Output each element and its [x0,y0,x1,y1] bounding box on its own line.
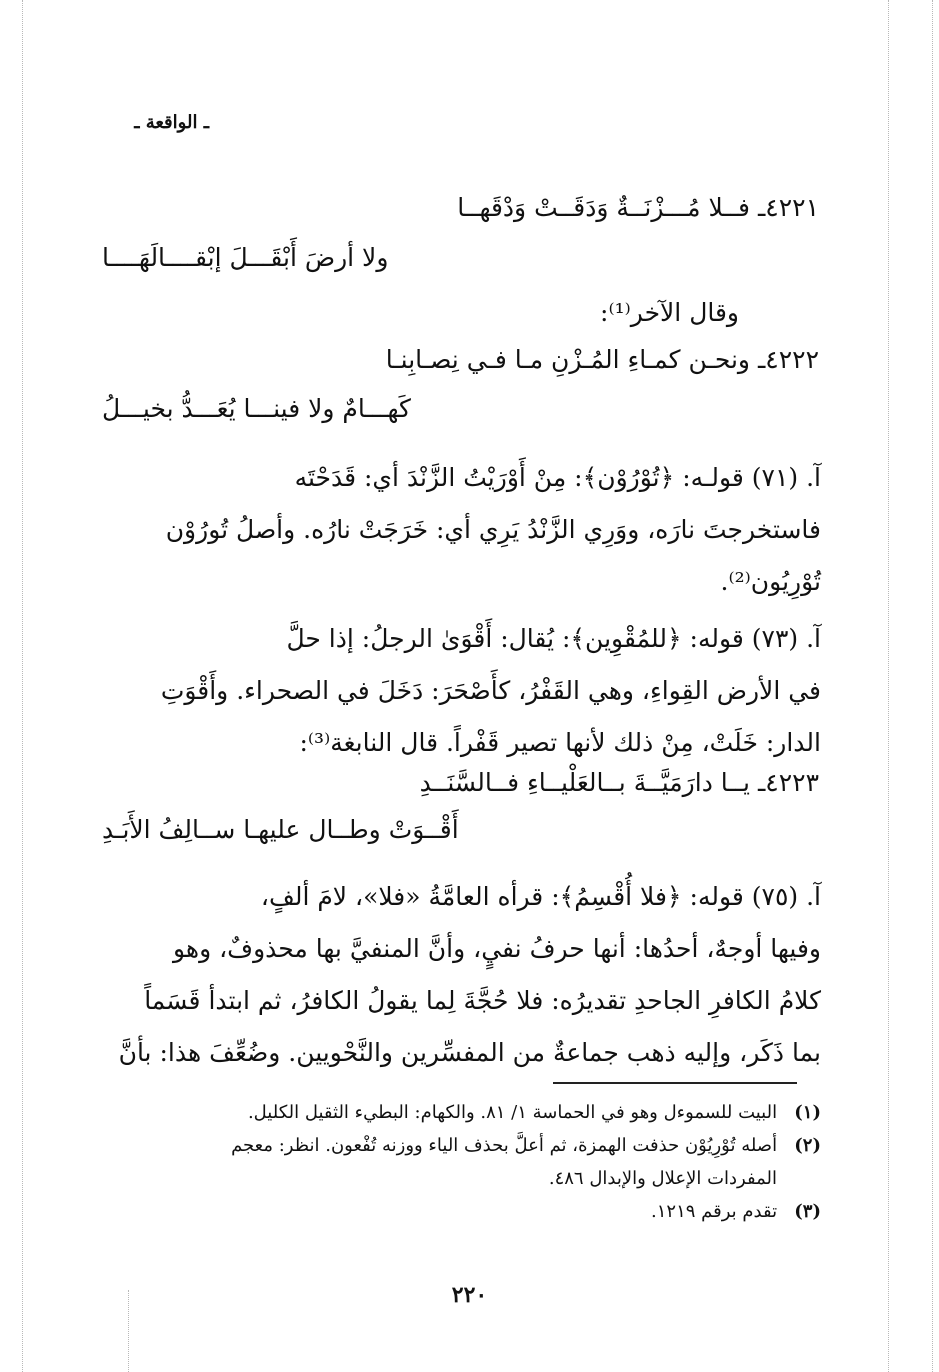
commentary-paragraph-73 [121,613,821,769]
paragraph-line: وفيها أوجهٌ، أحدُها: أنها حرفُ نفيٍ، وأنَّ المنفيَّ بها محذوفٌ، وهو [173,934,821,963]
verse-4222-line-2: كَهـــامٌ ولا فينـــا يُعَـــدُّ بخيـــلُ [102,394,411,423]
verse-4223-line-1: ٤٢٢٣ـ يــا دارَمَيَّــةَ بــالعَلْيــاءِ فــالسَّنَــدِ [419,768,819,797]
footnote-number: (١) [794,1102,821,1123]
footnote-3 [121,1195,821,1228]
footnote-text: أصله تُوْرِيُوْن حذفت الهمزة، ثم أعلَّ بحذف الياء ووزنه تُفْعون. انظر: معجم [231,1135,778,1156]
footnote-1 [121,1096,821,1129]
footnote-divider [553,1082,797,1084]
footnote-text: تقدم برقم ١٢١٩. [651,1201,778,1222]
footnote-number: (٣) [794,1201,821,1222]
running-header: ـ الواقعة ـ [134,112,209,133]
paragraph-line: آ. (٧١) قولـه: ﴿تُوْرُوْن﴾: مِنْ أَوْرَيْتُ الزَّنْدَ أي: قَدَحْتَه [294,463,821,492]
page-number: ٢٢٠ [451,1282,488,1308]
paragraph-line: الدار: خَلَتْ، مِنْ ذلك لأنها تصير قَفْراً. قال النابغة⁽³⁾: [299,728,821,757]
paragraph-line: آ. (٧٥) قوله: ﴿فلا أُقْسِمُ﴾: قرأه العامَّةُ «فلا»، لامَ ألفٍ، [260,882,821,911]
verse-4223-line-2: أَقْــوَتْ وطــال عليهـا ســالِفُ الأَبَـدِ [102,815,459,844]
scan-guide-line [888,0,889,1372]
paragraph-line: بما ذَكَر، وإليه ذهب جماعةٌ من المفسِّرين والنَّحْويين. وضُعِّفَ هذا: بأنَّ [118,1038,821,1067]
footnote-text: البيت للسموءل وهو في الحماسة ١/ ٨١. والكهام: البطيء الثقيل الكليل. [247,1102,778,1123]
paragraph-line: كلامُ الكافرِ الجاحدِ تقديرُه: فلا حُجَّةَ لِما يقولُ الكافرُ، ثم ابتدأ قَسَماً [144,986,821,1015]
footnotes [121,1096,821,1228]
footnote-2-continued [121,1162,821,1195]
footnote-text: المفردات الإعلال والإبدال ٤٨٦. [548,1168,777,1189]
scan-guide-line [22,0,23,1372]
commentary-paragraph-75 [118,871,821,1079]
footnote-number: (٢) [794,1135,821,1156]
commentary-paragraph-71 [121,452,821,608]
paragraph-line: في الأرض القِواءِ، وهي القَفْرُ، كأَصْحَرَ: دَخَلَ في الصحراء. وأَقْوَتِ [160,676,821,705]
verse-4221-line-2: ولا أرضَ أَبْقَـــلَ إبْقــــالَهَــــا [102,243,389,272]
paragraph-line: فاستخرجتَ نارَه، ووَرِي الزَّنْدُ يَرِي أي: خَرَجَتْ نارُه. وأصلُ تُورُوْن [165,515,821,544]
scan-guide-line [932,0,933,1372]
paragraph-line: تُوْرِيُون⁽²⁾. [720,567,821,596]
paragraph-line: آ. (٧٣) قوله: ﴿للمُقْوِين﴾: يُقال: أَقْوَىٰ الرجلُ: إذا حلَّ [286,624,821,653]
verse-4222-line-1: ٤٢٢٢ـ ونحـن كمـاءِ المُـزْنِ مـا فـي نِصـابِنـا [385,345,819,374]
footnote-2 [121,1129,821,1162]
verse-4221-line-1: ٤٢٢١ـ فــلا مُـــزْنَــةٌ وَدَقَــتْ وَدْقَهــا [457,193,819,222]
verse-intro: وقال الآخر⁽¹⁾: [600,298,739,327]
